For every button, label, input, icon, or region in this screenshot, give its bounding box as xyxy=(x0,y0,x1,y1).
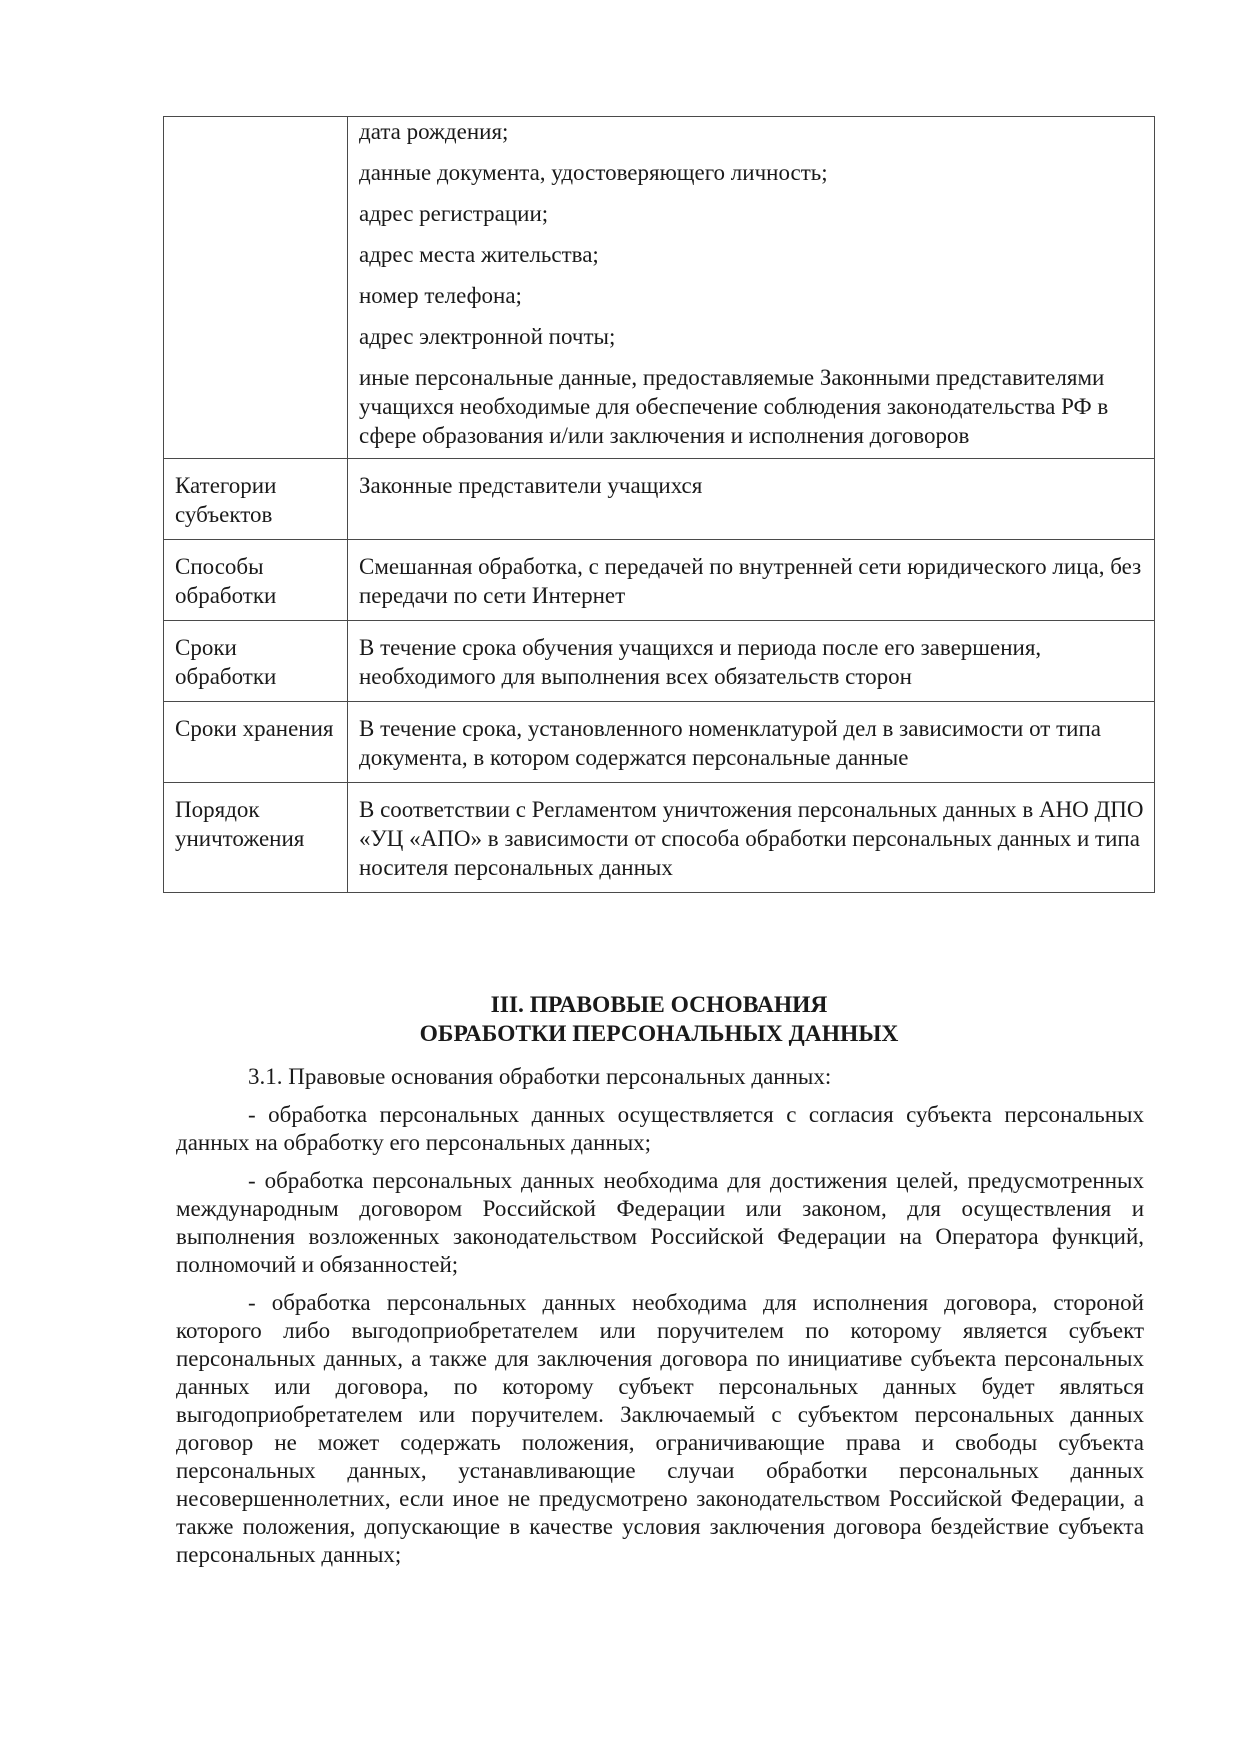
section-heading xyxy=(163,991,1155,1049)
table-row xyxy=(164,117,1155,459)
personal-data-table xyxy=(163,116,1155,893)
section-intro: 3.1. Правовые основания обработки персональных данных: xyxy=(248,1064,832,1089)
list-item: номер телефона; xyxy=(359,283,522,308)
legal-basis-item: - обработка персональных данных необходима для исполнения договора, стороной которого либо выгодоприобретателем или поручителем по которому является субъект персональных данных, а также для заключения договора по инициативе субъекта персональных данных или договора, по которому субъект персональных данных будет являться выгодоприобретателем или поручителем. Заключаемый с субъектом персональных данных договор не может содержать положения, ограничивающие права и свободы субъекта персональных данных, устанавливающие случаи обработки персональных данных несовершеннолетних, если иное не предусмотрено законодательством Российской Федерации, а также положения, допускающие в качестве условия заключения договора бездействие субъекта персональных данных; xyxy=(176,1290,1144,1567)
table-row xyxy=(164,621,1155,702)
row-value: Законные представители учащихся xyxy=(348,459,1155,540)
legal-basis-item: - обработка персональных данных осуществляется с согласия субъекта персональных данных на обработку его персональных данных; xyxy=(176,1102,1144,1155)
table-row xyxy=(164,540,1155,621)
section-body xyxy=(176,1063,1144,1579)
row-value: В соответствии с Регламентом уничтожения персональных данных в АНО ДПО «УЦ «АПО» в зависимости от способа обработки персональных данных и типа носителя персональных данных xyxy=(348,783,1155,893)
row-label: Способы обработки xyxy=(164,540,348,621)
row-value: В течение срока, установленного номенклатурой дел в зависимости от типа документа, в котором содержатся персональные данные xyxy=(348,702,1155,783)
list-item: иные персональные данные, предоставляемые Законными представителями учащихся необходимые для обеспечение соблюдения законодательства РФ в сфере образования и/или заключения и исполнения договоров xyxy=(359,365,1109,448)
table-row xyxy=(164,459,1155,540)
table-row xyxy=(164,783,1155,893)
list-item: дата рождения; xyxy=(359,119,509,144)
legal-basis-item: - обработка персональных данных необходима для достижения целей, предусмотренных международным договором Российской Федерации или законом, для осуществления и выполнения возложенных законодательством Российской Федерации на Оператора функций, полномочий и обязанностей; xyxy=(176,1168,1144,1277)
list-item: адрес электронной почты; xyxy=(359,324,616,349)
section-title-line-2: ОБРАБОТКИ ПЕРСОНАЛЬНЫХ ДАННЫХ xyxy=(419,1021,899,1047)
row-label: Сроки хранения xyxy=(164,702,348,783)
row-label: Категории субъектов xyxy=(164,459,348,540)
section-title-line-1: III. ПРАВОВЫЕ ОСНОВАНИЯ xyxy=(490,992,828,1018)
list-item: адрес регистрации; xyxy=(359,201,549,226)
table-cell-empty xyxy=(164,117,348,459)
table-cell-data-list xyxy=(348,117,1155,459)
table-row xyxy=(164,702,1155,783)
row-label: Сроки обработки xyxy=(164,621,348,702)
row-value: Смешанная обработка, с передачей по внутренней сети юридического лица, без передачи по сети Интернет xyxy=(348,540,1155,621)
list-item: адрес места жительства; xyxy=(359,242,599,267)
row-label: Порядок уничтожения xyxy=(164,783,348,893)
row-value: В течение срока обучения учащихся и периода после его завершения, необходимого для выполнения всех обязательств сторон xyxy=(348,621,1155,702)
list-item: данные документа, удостоверяющего личность; xyxy=(359,160,828,185)
